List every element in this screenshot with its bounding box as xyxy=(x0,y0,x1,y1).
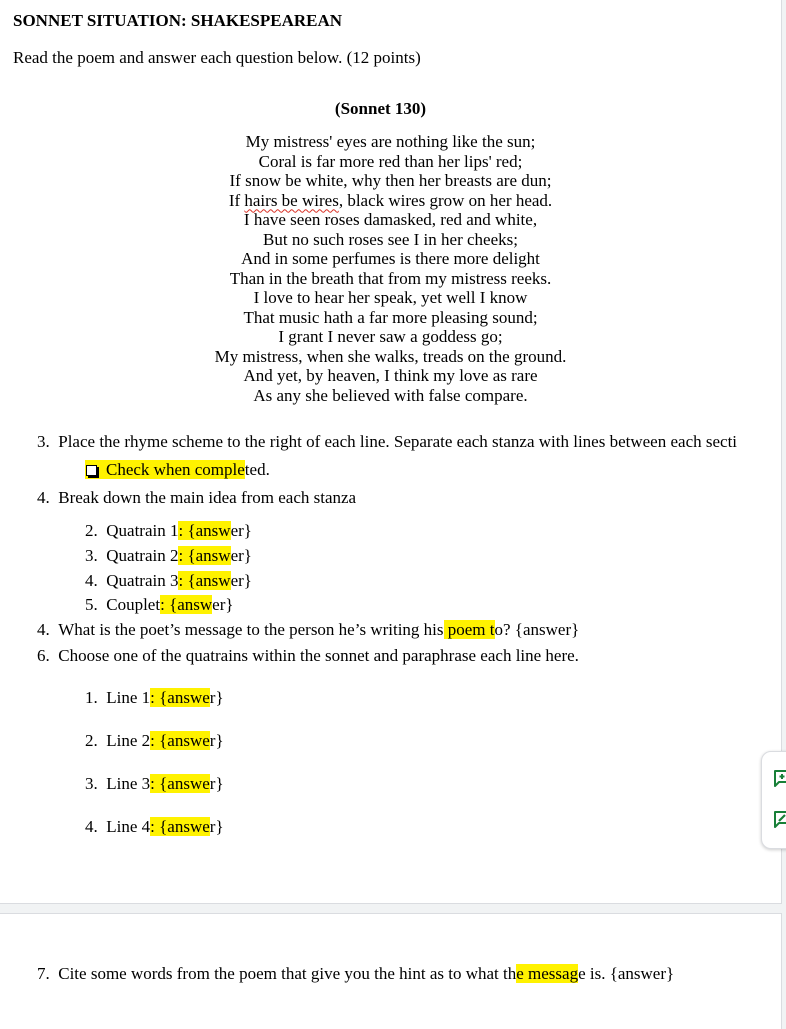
list-item: 2. Quatrain 1: {answer} xyxy=(85,521,252,540)
question-text: Place the rhyme scheme to the right of each line. Separate each stanza with lines between each secti xyxy=(58,432,738,451)
poem-line: And in some perfumes is there more delight xyxy=(241,249,540,268)
list-item: 1. Line 1: {answer} xyxy=(85,688,224,707)
list-item: 3. Line 3: {answer} xyxy=(85,774,224,793)
document-page-2 xyxy=(0,913,782,1029)
poem-line: As any she believed with false compare. xyxy=(253,385,528,405)
add-comment-icon[interactable] xyxy=(772,768,786,788)
poem-line: My mistress, when she walks, treads on the ground. xyxy=(214,346,567,366)
question-7: 7. Cite some words from the poem that give you the hint as to what the message is. {answer} xyxy=(37,964,675,983)
list-number: 3. xyxy=(37,432,50,451)
poem-line: If hairs be wires, black wires grow on her head. xyxy=(228,190,553,210)
suggest-edit-icon[interactable] xyxy=(772,809,786,829)
list-number: 4. xyxy=(37,488,50,507)
poem-line: That music hath a far more pleasing sound; xyxy=(243,307,538,327)
spelling-error-underline[interactable]: hairs be wires xyxy=(244,190,339,210)
doc-title: SONNET SITUATION: SHAKESPEAREAN xyxy=(13,11,343,30)
poem-title: (Sonnet 130) xyxy=(334,99,427,118)
comment-sidebar xyxy=(761,751,786,849)
check-when-completed[interactable]: Check when completed. xyxy=(85,460,270,480)
question-text: Choose one of the quatrains within the sonnet and paraphrase each line here. xyxy=(58,646,579,665)
list-item: 4. Line 4: {answer} xyxy=(85,817,224,836)
poem-line: I love to hear her speak, yet well I know xyxy=(253,288,528,307)
list-number: 7. xyxy=(37,964,50,983)
list-number: 6. xyxy=(37,646,50,665)
list-item: 2. Line 2: {answer} xyxy=(85,731,224,750)
poem-line: I grant I never saw a goddess go; xyxy=(278,327,503,346)
list-number: 4. xyxy=(37,620,50,639)
poem-line: My mistress' eyes are nothing like the sun; xyxy=(245,132,536,151)
poem-line: If snow be white, why then her breasts are dun; xyxy=(229,171,552,190)
spelling-flagged-words: If hairs be wires xyxy=(228,190,339,210)
list-item: 4. Quatrain 3: {answer} xyxy=(85,571,252,590)
question-text: Break down the main idea from each stanza xyxy=(58,488,357,507)
list-item: 5. Couplet: {answer} xyxy=(85,595,234,614)
checkbox-icon[interactable] xyxy=(86,465,97,476)
list-item: 3. Quatrain 2: {answer} xyxy=(85,546,252,565)
instructions: Read the poem and answer each question below. (12 points) xyxy=(13,48,421,67)
poem-line: I have seen roses damasked, red and white, xyxy=(243,210,538,229)
question-6 xyxy=(37,646,579,666)
poem-line: Than in the breath that from my mistress reeks. xyxy=(229,268,552,288)
question-4-message: 4. What is the poet’s message to the person he’s writing his poem to? {answer} xyxy=(37,620,580,639)
question-3 xyxy=(37,432,737,452)
poem-line: Coral is far more red than her lips' red; xyxy=(258,151,523,171)
poem-line: And yet, by heaven, I think my love as rare xyxy=(243,366,538,385)
checkbox-label: Check when comple xyxy=(106,460,245,479)
question-4-stanzas xyxy=(37,488,356,508)
poem-line: But no such roses see I in her cheeks; xyxy=(263,229,518,249)
